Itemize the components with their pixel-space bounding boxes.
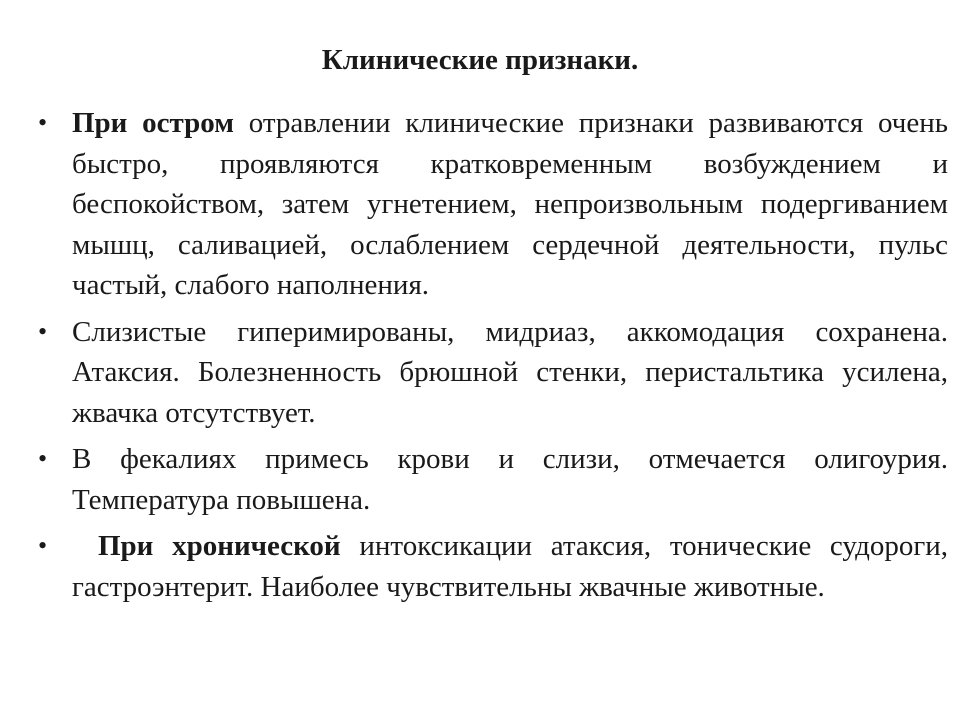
bullet-text: В фекалиях примесь крови и слизи, отмечается олигоурия. Температура повышена. bbox=[72, 443, 948, 516]
slide-title: Клинические признаки. bbox=[321, 44, 639, 76]
bullet-dot-icon: • bbox=[38, 531, 48, 560]
bullet-text: отравлении клинические признаки развиваются очень быстро, проявляются кратковременным возбуждением и беспокойством, затем угнетением, непроизвольным подергиванием мышц, саливацией, ослаблением сердечной деятельности, пульс частый, слабого наполнения. bbox=[72, 107, 948, 301]
bullet-text: Слизистые гиперимированы, мидриаз, аккомодация сохранена. Атаксия. Болезненность брюшной стенки, перистальтика усилена, жвачка отсутствует. bbox=[72, 315, 948, 429]
bullet-item-feces bbox=[38, 439, 948, 520]
bullet-bold-lead: При остром bbox=[72, 107, 234, 139]
bullet-item-acute bbox=[38, 103, 948, 306]
bullet-text: интоксикации атаксия, тонические судороги, гастроэнтерит. Наиболее чувствительны жвачные животные. bbox=[72, 530, 948, 603]
bullet-dot-icon: • bbox=[38, 444, 48, 473]
bullet-bold-lead: При хронической bbox=[98, 530, 341, 562]
bullet-dot-icon: • bbox=[38, 316, 48, 346]
bullet-item-mucosa bbox=[38, 312, 948, 434]
bullet-item-chronic bbox=[38, 526, 948, 607]
bullet-dot-icon: • bbox=[38, 108, 48, 137]
bullet-list bbox=[38, 103, 948, 613]
